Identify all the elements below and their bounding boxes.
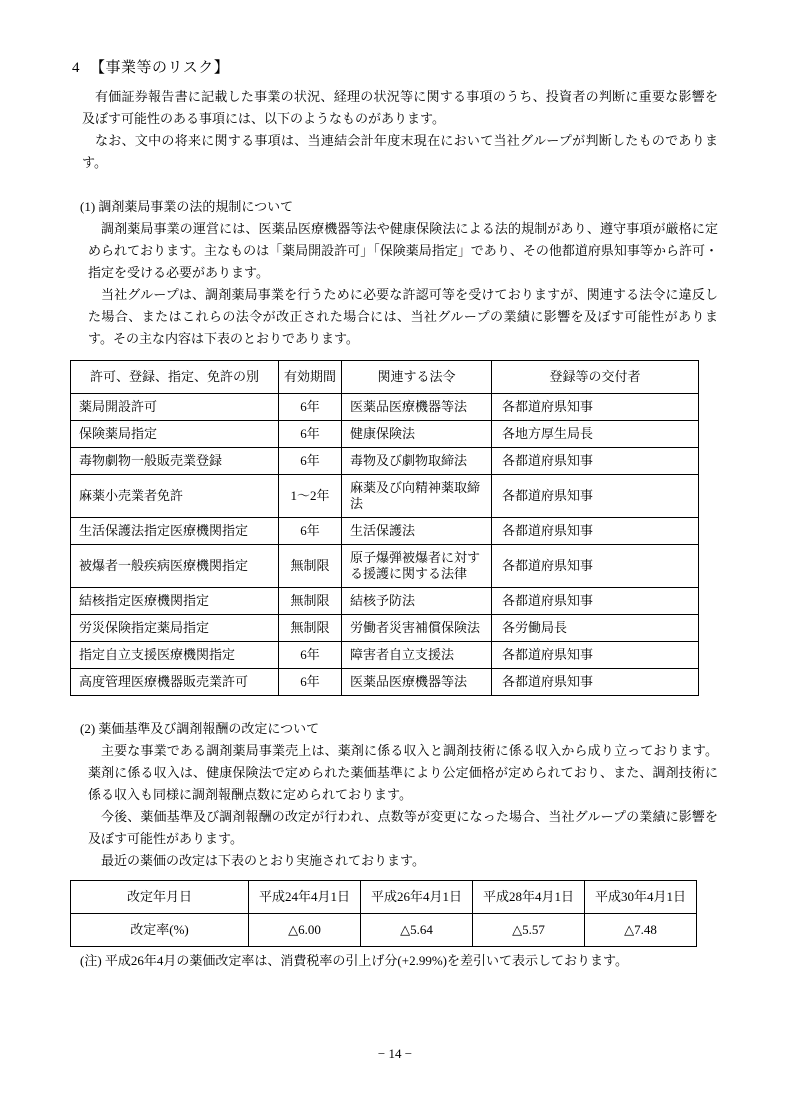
paragraph: 当社グループは、調剤薬局事業を行うために必要な許認可等を受けておりますが、関連する法令に違反した場合、またはこれらの法令が改正された場合には、当社グループの業績に影響を及ぼす可能性があります。その主な内容は下表のとおりであります。 (88, 287, 718, 346)
paragraph: なお、文中の将来に関する事項は、当連結会計年度末現在において当社グループが判断したものであります。 (82, 133, 718, 170)
section-body (88, 218, 718, 350)
table-cell: 6年 (279, 421, 342, 448)
table-cell: 健康保険法 (342, 421, 492, 448)
table-row (71, 421, 699, 448)
table-note: (注) 平成26年4月の薬価改定率は、消費税率の引上げ分(+2.99%)を差引いて表示しております。 (80, 953, 628, 968)
column-header: 登録等の交付者 (492, 361, 699, 394)
table-row (71, 545, 699, 588)
table-cell: 麻薬小売業者免許 (71, 475, 279, 518)
table-cell: 薬局開設許可 (71, 394, 279, 421)
table-cell: 平成30年4月1日 (585, 881, 697, 914)
table-row (71, 588, 699, 615)
table-cell: 各都道府県知事 (492, 475, 699, 518)
table-cell: △5.64 (361, 914, 473, 947)
table-cell: △6.00 (249, 914, 361, 947)
table-cell: △5.57 (473, 914, 585, 947)
table-cell: 各都道府県知事 (492, 518, 699, 545)
table-cell: 毒物劇物一般販売業登録 (71, 448, 279, 475)
paragraph: 最近の薬価の改定は下表のとおり実施されております。 (101, 853, 425, 868)
subsection-heading: (2) 薬価基準及び調剤報酬の改定について (80, 721, 320, 736)
table-cell: 毒物及び劇物取締法 (342, 448, 492, 475)
table-cell: 各都道府県知事 (492, 545, 699, 588)
table-cell: 医薬品医療機器等法 (342, 394, 492, 421)
table-cell: 改定年月日 (71, 881, 249, 914)
table-cell: 6年 (279, 518, 342, 545)
license-table (70, 360, 699, 696)
table-cell: 医薬品医療機器等法 (342, 669, 492, 696)
table-row (71, 642, 699, 669)
intro-block (82, 86, 718, 174)
table-cell: 労働者災害補償保険法 (342, 615, 492, 642)
page-number: − 14 − (377, 1046, 413, 1061)
paragraph: 有価証券報告書に記載した事業の状況、経理の状況等に関する事項のうち、投資者の判断に重要な影響を及ぼす可能性のある事項には、以下のようなものがあります。 (82, 89, 718, 126)
table-cell: 各地方厚生局長 (492, 421, 699, 448)
table-cell: 無制限 (279, 615, 342, 642)
column-header: 有効期間 (279, 361, 342, 394)
table-cell: 指定自立支援医療機関指定 (71, 642, 279, 669)
section-body (88, 740, 718, 872)
table-cell: 各都道府県知事 (492, 588, 699, 615)
paragraph: 今後、薬価基準及び調剤報酬の改定が行われ、点数等が変更になった場合、当社グループの業績に影響を及ぼす可能性があります。 (88, 809, 718, 846)
section-legal-regulation (72, 196, 718, 696)
page-title (72, 56, 718, 80)
table-cell: 労災保険指定薬局指定 (71, 615, 279, 642)
table-cell: 各都道府県知事 (492, 669, 699, 696)
table-cell: 平成26年4月1日 (361, 881, 473, 914)
table-row (71, 615, 699, 642)
subsection-heading: (1) 調剤薬局事業の法的規制について (80, 199, 294, 214)
section-number: 4 (72, 60, 80, 76)
table-cell: 無制限 (279, 545, 342, 588)
table-row (71, 518, 699, 545)
table-row (71, 475, 699, 518)
column-header: 関連する法令 (342, 361, 492, 394)
paragraph: 調剤薬局事業の運営には、医薬品医療機器等法や健康保険法による法的規制があり、遵守事項が厳格に定められております。主なものは「薬局開設許可」「保険薬局指定」であり、その他都道府県知事等から許可・指定を受ける必要があります。 (88, 221, 718, 280)
table-cell: 被爆者一般疾病医療機関指定 (71, 545, 279, 588)
table-cell: 6年 (279, 669, 342, 696)
table-cell: 障害者自立支援法 (342, 642, 492, 669)
table-cell: 改定率(%) (71, 914, 249, 947)
table-row (71, 914, 697, 947)
table-cell: 生活保護法 (342, 518, 492, 545)
table-cell: 各労働局長 (492, 615, 699, 642)
paragraph: 主要な事業である調剤薬局事業売上は、薬剤に係る収入と調剤技術に係る収入から成り立っております。薬剤に係る収入は、健康保険法で定められた薬価基準により公定価格が定められており、また、調剤技術に係る収入も同様に調剤報酬点数に定められております。 (88, 743, 718, 802)
table-cell: △7.48 (585, 914, 697, 947)
table-cell: 生活保護法指定医療機関指定 (71, 518, 279, 545)
table-cell: 結核指定医療機関指定 (71, 588, 279, 615)
table-cell: 無制限 (279, 588, 342, 615)
table-cell: 各都道府県知事 (492, 448, 699, 475)
table-cell: 麻薬及び向精神薬取締法 (342, 475, 492, 518)
section-drug-price-revision (72, 718, 718, 971)
table-cell: 結核予防法 (342, 588, 492, 615)
section-title: 【事業等のリスク】 (90, 60, 230, 76)
column-header: 許可、登録、指定、免許の別 (71, 361, 279, 394)
table-cell: 各都道府県知事 (492, 642, 699, 669)
table-cell: 6年 (279, 394, 342, 421)
table-row (71, 669, 699, 696)
table-header-row (71, 361, 699, 394)
table-row (71, 881, 697, 914)
table-cell: 各都道府県知事 (492, 394, 699, 421)
table-cell: 1～2年 (279, 475, 342, 518)
table-cell: 保険薬局指定 (71, 421, 279, 448)
table-cell: 6年 (279, 448, 342, 475)
table-cell: 平成28年4月1日 (473, 881, 585, 914)
table-row (71, 394, 699, 421)
table-cell: 高度管理医療機器販売業許可 (71, 669, 279, 696)
table-cell: 6年 (279, 642, 342, 669)
table-cell: 原子爆弾被爆者に対する援護に関する法律 (342, 545, 492, 588)
revision-table (70, 880, 697, 947)
table-cell: 平成24年4月1日 (249, 881, 361, 914)
table-row (71, 448, 699, 475)
